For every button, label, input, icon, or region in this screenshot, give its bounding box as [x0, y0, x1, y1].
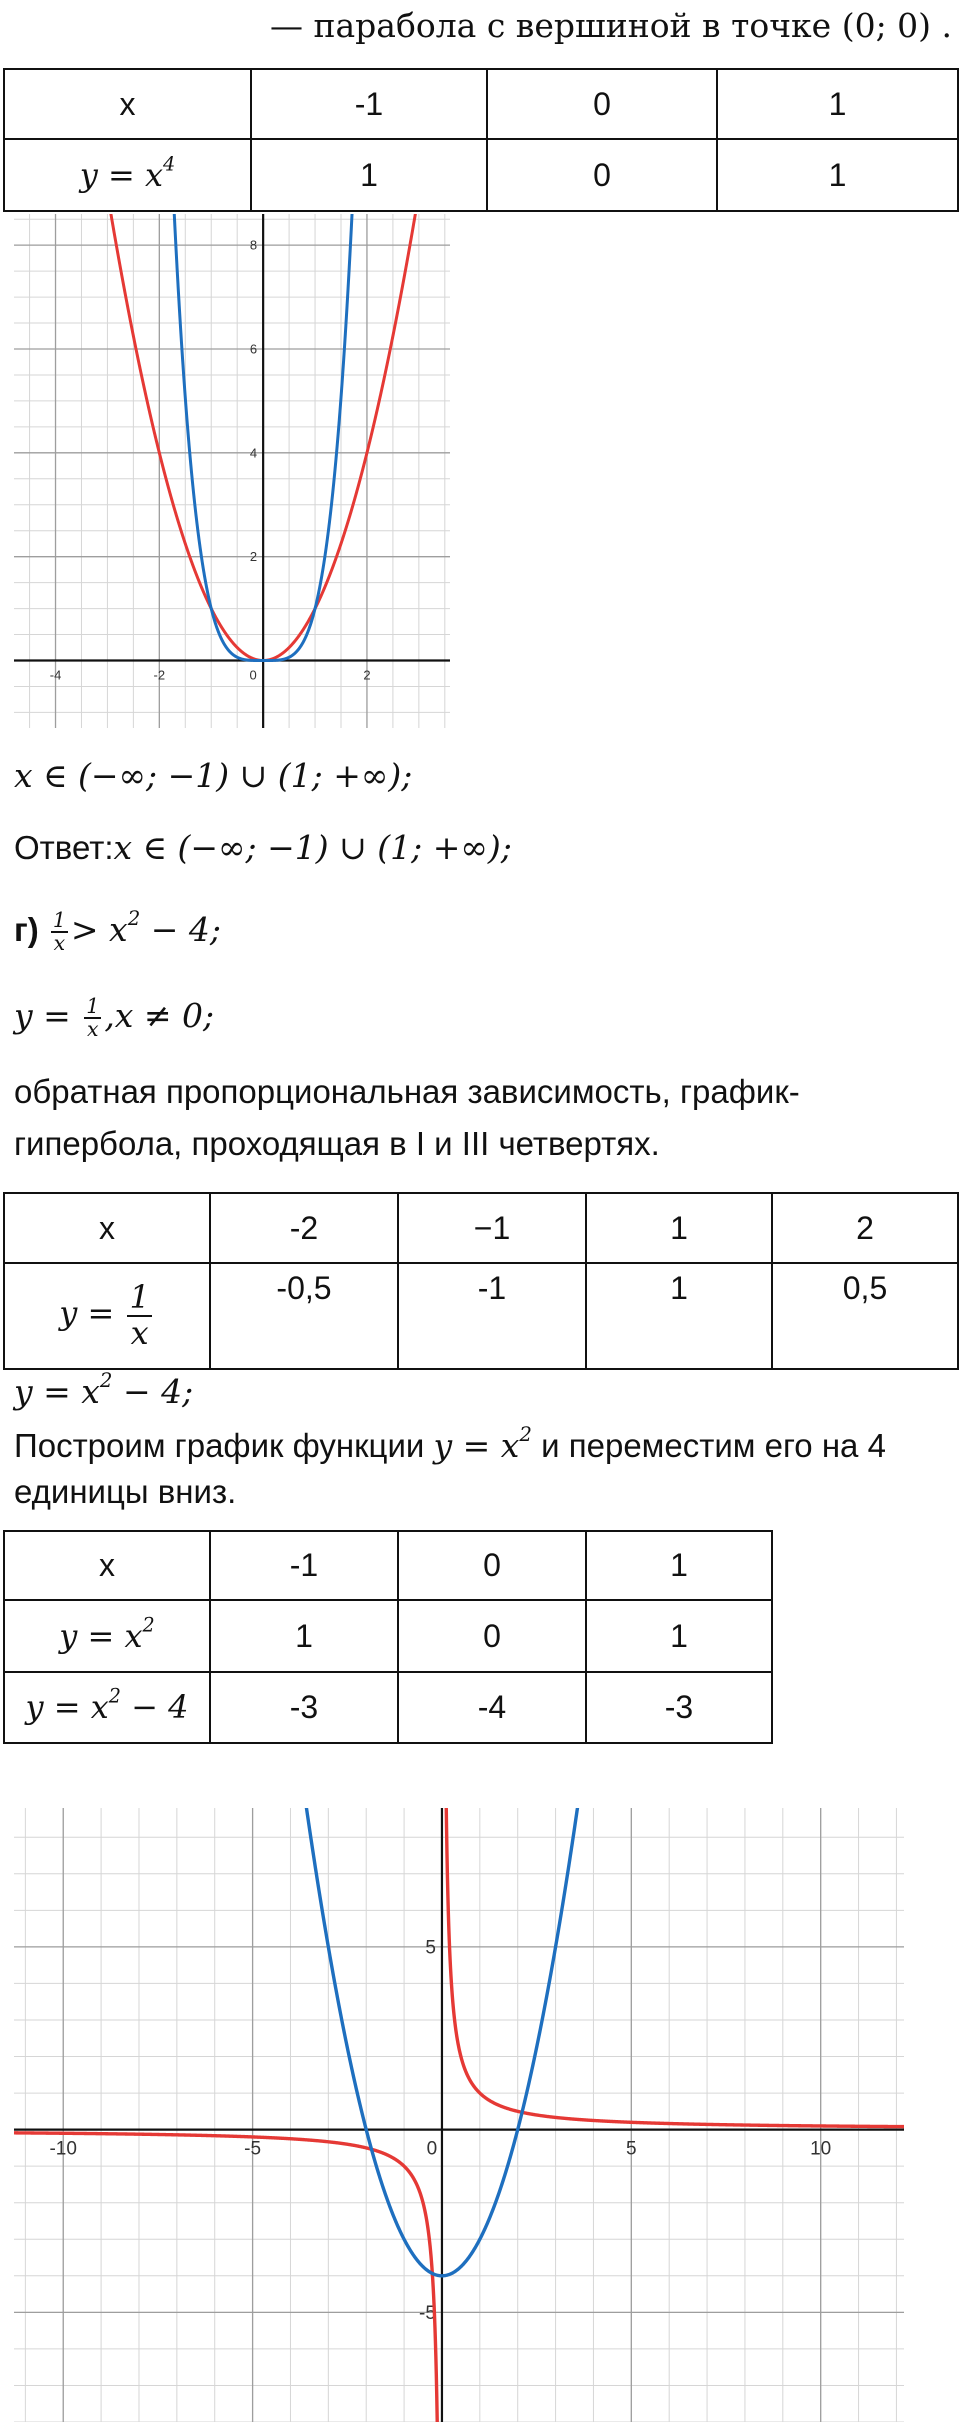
table-row — [4, 1672, 772, 1743]
table-header-cell: -1 — [251, 69, 487, 139]
table-cell: -1 — [398, 1263, 586, 1369]
x-tick-label: 0 — [249, 667, 257, 683]
table-row — [4, 1531, 772, 1600]
description-line-1: обратная пропорциональная зависимость, график- — [14, 1073, 800, 1110]
x-tick-label: -10 — [49, 2138, 77, 2160]
function-definition: y = $\frac{1}{x}$ ,x ≠ 0; — [14, 993, 215, 1041]
table-header-cell: 1 — [717, 69, 958, 139]
table-cell: 1 — [586, 1600, 772, 1671]
part-g-inequality: г) $\frac{1}{x}$ > $x^2 - 4$; — [14, 907, 222, 955]
row-label: y = $\frac{1}{x}$ — [4, 1263, 210, 1369]
table-cell: 0 — [398, 1600, 586, 1671]
y-tick-label: 8 — [249, 237, 258, 253]
table-header-cell: −1 — [398, 1193, 586, 1263]
description-line-2: гипербола, проходящая в I и III четвертях. — [14, 1125, 660, 1162]
table-header-cell: 2 — [772, 1193, 958, 1263]
y-tick-label: 2 — [249, 549, 258, 565]
table-cell: 1 — [717, 139, 958, 211]
chart-parabolas — [14, 214, 450, 728]
table-header-cell: 1 — [586, 1193, 772, 1263]
table-row — [4, 139, 958, 211]
table-hyperbola — [3, 1192, 959, 1370]
x-tick-label: 5 — [626, 2138, 637, 2160]
x-tick-label: 0 — [426, 2138, 438, 2160]
table-header-cell: x — [4, 1531, 210, 1600]
x-tick-label: -5 — [244, 2138, 262, 2160]
table-row — [4, 1600, 772, 1671]
table-header-cell: x — [4, 1193, 210, 1263]
table-row — [4, 1193, 958, 1263]
table-parabola-shift — [3, 1530, 773, 1744]
build-instruction-line-1: Построим график функции $y = x^2$ и переместим его на 4 — [14, 1423, 886, 1465]
table-cell: 0 — [487, 139, 717, 211]
chart-hyperbola-parabola — [14, 1808, 904, 2422]
parabola-equation: $y = x^2 - 4$; — [14, 1369, 194, 1411]
table-header-cell: -1 — [210, 1531, 398, 1600]
row-label: $y = x^4$ — [4, 139, 251, 211]
y-tick-label: -5 — [419, 2303, 436, 2325]
row-label: $y = x^2 - 4$ — [4, 1672, 210, 1743]
table-row — [4, 1263, 958, 1369]
table-header-cell: 1 — [586, 1531, 772, 1600]
x-tick-label: -4 — [49, 667, 62, 683]
y-tick-label: 5 — [425, 1937, 436, 1959]
table-y-x4 — [3, 68, 959, 212]
table-cell: -3 — [210, 1672, 398, 1743]
x-tick-label: 2 — [363, 667, 371, 683]
table-header-cell: x — [4, 69, 251, 139]
build-instruction-line-2: единицы вниз. — [14, 1473, 237, 1510]
table-cell: 1 — [210, 1600, 398, 1671]
table-header-cell: 0 — [398, 1531, 586, 1600]
row-label: $y = x^2$ — [4, 1600, 210, 1671]
x-tick-label: -2 — [153, 667, 166, 683]
series-line-0 — [14, 1808, 904, 2422]
solution-set: x ∈ (−∞; −1) ∪ (1; +∞); — [14, 756, 413, 795]
y-tick-label: 4 — [249, 445, 258, 461]
intro-line: — парабола с вершиной в точке (0; 0) . — [270, 6, 953, 45]
table-cell: 0,5 — [772, 1263, 958, 1369]
table-cell: 1 — [251, 139, 487, 211]
answer-line: Ответ:x ∈ (−∞; −1) ∪ (1; +∞); — [14, 828, 512, 867]
table-cell: -3 — [586, 1672, 772, 1743]
table-header-cell: -2 — [210, 1193, 398, 1263]
table-cell: 1 — [586, 1263, 772, 1369]
table-cell: -0,5 — [210, 1263, 398, 1369]
y-tick-label: 6 — [249, 341, 258, 357]
table-header-cell: 0 — [487, 69, 717, 139]
table-cell: -4 — [398, 1672, 586, 1743]
x-tick-label: 10 — [810, 2138, 832, 2160]
table-row — [4, 69, 958, 139]
